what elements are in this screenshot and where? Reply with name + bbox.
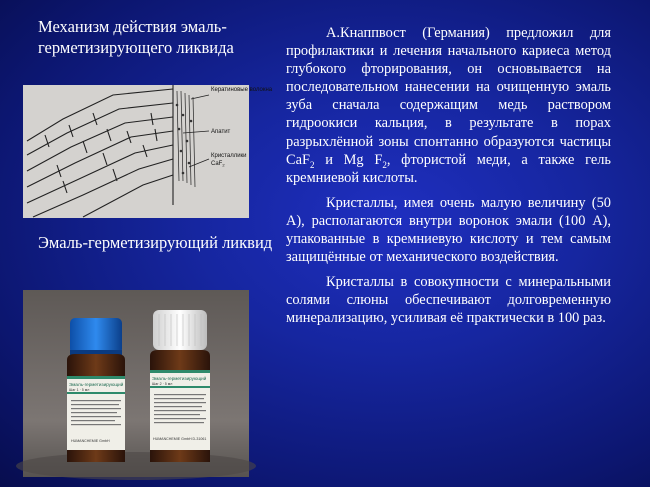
enamel-diagram-svg <box>23 85 273 218</box>
label-caf2-sub: 2 <box>222 162 225 168</box>
subscript-caf2: 2 <box>310 159 315 170</box>
product-photo <box>23 290 249 477</box>
right-bottle-cap <box>153 310 207 350</box>
label-caf2-text: CaF <box>211 161 223 167</box>
right-bottle-step: Шаг 2 · 5 мл <box>152 382 173 386</box>
subscript-mgf2: 2 <box>382 159 387 170</box>
left-bottle-step: Шаг 1 · 5 мл <box>69 388 90 392</box>
paragraph-crystals-size: Кристаллы, имея очень малую величину (50 А), располагаются внутри воронок эмали (100 А), упакованные в кремниевую кислоту и тем самым защищённые от механического воздействия. <box>286 194 611 266</box>
right-bottle <box>150 310 210 462</box>
label-apatite: Апатит <box>211 129 231 135</box>
paragraph-1-part-b: и Mg F <box>314 151 383 168</box>
paragraph-knappwost <box>286 24 611 187</box>
left-bottle <box>67 318 125 462</box>
heading-product: Эмаль-герметизирующий ликвид <box>38 233 273 252</box>
body-text <box>286 24 611 335</box>
right-bottle-brand: HUMANCHEMIE GmbH D-31061 <box>153 437 207 441</box>
label-crystals: Кристаллики <box>211 153 247 159</box>
paragraph-1-part-a: А.Кнаппвост (Германия) предложил для профилактики и лечения начального кариеса метод глубокого фторирования, он основывается на последовательном нанесении на очищенную эмаль зуба сначала содержащим медь раствором гидроокиси кальция, в результате в порах разрыхлённой зоны спонтанно образуются частицы CaF <box>286 25 611 168</box>
product-photo-svg <box>23 290 249 477</box>
left-bottle-cap <box>70 318 122 354</box>
right-bottle-name: Эмаль-герметизирующий <box>152 376 207 381</box>
label-keratin: Кератиновые волокна <box>211 87 273 93</box>
enamel-diagram <box>23 85 273 218</box>
left-bottle-brand: HUMANCHEMIE GmbH <box>71 439 110 443</box>
paragraph-mineralization: Кристаллы в совокупности с минеральными солями слюны обеспечивают долговременную минерализацию, усиливая её практически в 100 раз. <box>286 274 611 327</box>
label-caf2 <box>211 161 225 168</box>
heading-mechanism: Механизм действия эмаль-герметизирующего ликвида <box>38 17 234 57</box>
paragraph-1-part-c: , фтористой меди, а также гель кремниевой кислоты. <box>286 151 611 186</box>
left-bottle-name: Эмаль-герметизирующий <box>69 382 124 387</box>
